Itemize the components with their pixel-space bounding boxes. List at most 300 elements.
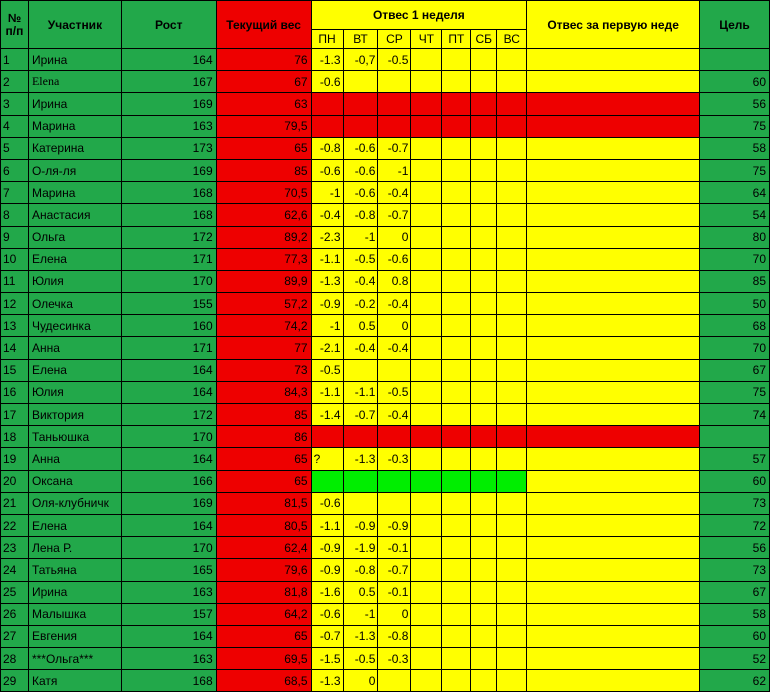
participant-height: 164 (121, 448, 216, 470)
first-week-total (527, 248, 700, 270)
participant-height: 169 (121, 93, 216, 115)
day-value (411, 492, 442, 514)
day-value (411, 404, 442, 426)
day-value (343, 359, 378, 381)
day-value (497, 315, 527, 337)
current-weight: 79,6 (216, 559, 311, 581)
day-value (471, 470, 497, 492)
first-week-total (527, 648, 700, 670)
day-value (442, 293, 471, 315)
first-week-total (527, 137, 700, 159)
day-value (471, 448, 497, 470)
participant-height: 173 (121, 137, 216, 159)
participant-height: 164 (121, 625, 216, 647)
day-value (497, 270, 527, 292)
day-value (471, 581, 497, 603)
row-number: 19 (1, 448, 29, 470)
day-value (497, 625, 527, 647)
row-number: 24 (1, 559, 29, 581)
day-value: -0.9 (378, 514, 411, 536)
row-number: 3 (1, 93, 29, 115)
day-value (497, 670, 527, 692)
goal-weight: 75 (700, 381, 770, 403)
day-value (411, 248, 442, 270)
day-value: -0.9 (343, 514, 378, 536)
day-value (311, 470, 343, 492)
day-value (411, 648, 442, 670)
day-value (411, 315, 442, 337)
day-value (442, 270, 471, 292)
participant-height: 164 (121, 49, 216, 71)
table-row (1, 514, 770, 536)
header-goal: Цель (700, 1, 770, 49)
day-value (442, 426, 471, 448)
day-value (471, 559, 497, 581)
header-day: ВС (497, 30, 527, 49)
day-value: -0.6 (343, 159, 378, 181)
day-value: -0,7 (343, 49, 378, 71)
participant-name: Оксана (28, 470, 121, 492)
current-weight: 84,3 (216, 381, 311, 403)
first-week-total (527, 359, 700, 381)
day-value (378, 426, 411, 448)
current-weight: 74,2 (216, 315, 311, 337)
participant-height: 172 (121, 404, 216, 426)
day-value (442, 514, 471, 536)
goal-weight: 67 (700, 359, 770, 381)
goal-weight: 68 (700, 315, 770, 337)
goal-weight: 75 (700, 159, 770, 181)
day-value (442, 337, 471, 359)
day-value: -1.3 (343, 448, 378, 470)
day-value: -0.1 (378, 581, 411, 603)
row-number: 6 (1, 159, 29, 181)
day-value: -1.3 (343, 625, 378, 647)
goal-weight: 67 (700, 581, 770, 603)
day-value (471, 404, 497, 426)
day-value: -0.4 (311, 204, 343, 226)
table-row (1, 648, 770, 670)
row-number: 12 (1, 293, 29, 315)
row-number: 17 (1, 404, 29, 426)
day-value (411, 603, 442, 625)
day-value: -1 (311, 182, 343, 204)
table-row (1, 270, 770, 292)
day-value (442, 49, 471, 71)
day-value (442, 448, 471, 470)
day-value: -0.5 (378, 49, 411, 71)
day-value (471, 359, 497, 381)
day-value (471, 315, 497, 337)
day-value: 0.8 (378, 270, 411, 292)
current-weight: 65 (216, 137, 311, 159)
goal-weight: 52 (700, 648, 770, 670)
goal-weight: 74 (700, 404, 770, 426)
participant-name: Юлия (28, 270, 121, 292)
day-value (442, 359, 471, 381)
row-number: 7 (1, 182, 29, 204)
day-value (497, 71, 527, 93)
day-value (411, 448, 442, 470)
participant-height: 168 (121, 204, 216, 226)
day-value: -0.8 (343, 204, 378, 226)
current-weight: 62,4 (216, 537, 311, 559)
participant-name: Катерина (28, 137, 121, 159)
participant-name: Чудесинка (28, 315, 121, 337)
day-value (442, 315, 471, 337)
current-weight: 65 (216, 625, 311, 647)
goal-weight: 80 (700, 226, 770, 248)
day-value (378, 93, 411, 115)
day-value: -0.4 (378, 337, 411, 359)
header-first-week-total: Отвес за первую неде (527, 1, 700, 49)
day-value (442, 115, 471, 137)
day-value (411, 625, 442, 647)
day-value (411, 204, 442, 226)
goal-weight: 70 (700, 248, 770, 270)
current-weight: 86 (216, 426, 311, 448)
participant-height: 168 (121, 670, 216, 692)
first-week-total (527, 581, 700, 603)
first-week-total (527, 404, 700, 426)
day-value (411, 137, 442, 159)
day-value: -0.5 (343, 248, 378, 270)
day-value (442, 559, 471, 581)
goal-weight: 73 (700, 559, 770, 581)
day-value (471, 293, 497, 315)
day-value: -0.6 (343, 182, 378, 204)
day-value: -0.7 (378, 137, 411, 159)
table-row (1, 226, 770, 248)
table-row (1, 404, 770, 426)
goal-weight: 75 (700, 115, 770, 137)
row-number: 5 (1, 137, 29, 159)
current-weight: 65 (216, 448, 311, 470)
day-value (343, 470, 378, 492)
day-value: -0.4 (378, 293, 411, 315)
day-value (411, 426, 442, 448)
header-current-weight: Текущий вес (216, 1, 311, 49)
day-value: 0 (378, 226, 411, 248)
participant-height: 166 (121, 470, 216, 492)
day-value (442, 204, 471, 226)
day-value (311, 426, 343, 448)
day-value (411, 115, 442, 137)
day-value (471, 226, 497, 248)
row-number: 23 (1, 537, 29, 559)
first-week-total (527, 670, 700, 692)
table-row (1, 182, 770, 204)
day-value (442, 137, 471, 159)
day-value (497, 182, 527, 204)
day-value: -1.9 (343, 537, 378, 559)
participant-height: 163 (121, 115, 216, 137)
goal-weight: 54 (700, 204, 770, 226)
day-value (471, 49, 497, 71)
first-week-total (527, 448, 700, 470)
header-participant: Участник (28, 1, 121, 49)
participant-height: 164 (121, 381, 216, 403)
day-value (411, 670, 442, 692)
day-value (343, 93, 378, 115)
day-value (497, 514, 527, 536)
first-week-total (527, 381, 700, 403)
participant-name: ***Ольга*** (28, 648, 121, 670)
day-value (442, 581, 471, 603)
participant-height: 170 (121, 426, 216, 448)
goal-weight: 73 (700, 492, 770, 514)
day-value (471, 137, 497, 159)
day-value (497, 381, 527, 403)
goal-weight: 58 (700, 603, 770, 625)
participant-name: Марина (28, 182, 121, 204)
header-day: ПН (311, 30, 343, 49)
current-weight: 67 (216, 71, 311, 93)
header-day: СР (378, 30, 411, 49)
table-row (1, 625, 770, 647)
row-number: 10 (1, 248, 29, 270)
day-value (411, 581, 442, 603)
row-number: 13 (1, 315, 29, 337)
table-row (1, 93, 770, 115)
row-number: 16 (1, 381, 29, 403)
first-week-total (527, 182, 700, 204)
day-value (471, 71, 497, 93)
first-week-total (527, 492, 700, 514)
current-weight: 68,5 (216, 670, 311, 692)
day-value (497, 448, 527, 470)
participant-height: 164 (121, 514, 216, 536)
participant-height: 163 (121, 648, 216, 670)
participant-height: 157 (121, 603, 216, 625)
day-value: -0.5 (378, 381, 411, 403)
day-value: -0.4 (343, 337, 378, 359)
participant-name: Виктория (28, 404, 121, 426)
participant-name: Ольга (28, 226, 121, 248)
table-row (1, 115, 770, 137)
first-week-total (527, 226, 700, 248)
day-value (411, 514, 442, 536)
day-value: -0.9 (311, 537, 343, 559)
day-value: -2.3 (311, 226, 343, 248)
goal-weight: 56 (700, 93, 770, 115)
day-value (442, 248, 471, 270)
current-weight: 76 (216, 49, 311, 71)
day-value (471, 648, 497, 670)
day-value: -1.3 (311, 270, 343, 292)
table-row (1, 359, 770, 381)
day-value (471, 93, 497, 115)
day-value (411, 226, 442, 248)
day-value (442, 226, 471, 248)
current-weight: 69,5 (216, 648, 311, 670)
row-number: 22 (1, 514, 29, 536)
goal-weight: 60 (700, 470, 770, 492)
day-value: 0 (378, 315, 411, 337)
table-row (1, 204, 770, 226)
participant-name: Катя (28, 670, 121, 692)
day-value: -0.3 (378, 648, 411, 670)
current-weight: 57,2 (216, 293, 311, 315)
day-value (411, 270, 442, 292)
day-value (497, 470, 527, 492)
day-value: -0.6 (311, 603, 343, 625)
goal-weight: 62 (700, 670, 770, 692)
header-day: ВТ (343, 30, 378, 49)
table-row (1, 603, 770, 625)
row-number: 25 (1, 581, 29, 603)
day-value (471, 270, 497, 292)
day-value (343, 492, 378, 514)
current-weight: 73 (216, 359, 311, 381)
current-weight: 64,2 (216, 603, 311, 625)
row-number: 18 (1, 426, 29, 448)
day-value: 0 (378, 603, 411, 625)
day-value (497, 404, 527, 426)
day-value (497, 603, 527, 625)
day-value: -0.8 (343, 559, 378, 581)
row-number: 28 (1, 648, 29, 670)
row-number: 4 (1, 115, 29, 137)
day-value: -0.8 (311, 137, 343, 159)
table-row (1, 537, 770, 559)
participant-height: 155 (121, 293, 216, 315)
current-weight: 65 (216, 470, 311, 492)
day-value (442, 381, 471, 403)
day-value (442, 537, 471, 559)
current-weight: 79,5 (216, 115, 311, 137)
day-value: -1 (343, 603, 378, 625)
participant-name: Таньюшка (28, 426, 121, 448)
current-weight: 80,5 (216, 514, 311, 536)
day-value (442, 93, 471, 115)
day-value (497, 137, 527, 159)
participant-name: Олечка (28, 293, 121, 315)
participant-name: Марина (28, 115, 121, 137)
participant-height: 160 (121, 315, 216, 337)
day-value (471, 381, 497, 403)
header-day: СБ (471, 30, 497, 49)
table-row (1, 49, 770, 71)
day-value: -2.1 (311, 337, 343, 359)
first-week-total (527, 625, 700, 647)
header-height: Рост (121, 1, 216, 49)
day-value (471, 670, 497, 692)
participant-name: Оля-клубничк (28, 492, 121, 514)
participant-height: 172 (121, 226, 216, 248)
participant-name: Ирина (28, 581, 121, 603)
day-value (411, 159, 442, 181)
header-day: ЧТ (411, 30, 442, 49)
participant-height: 169 (121, 159, 216, 181)
row-number: 27 (1, 625, 29, 647)
row-number: 29 (1, 670, 29, 692)
table-row (1, 426, 770, 448)
day-value (442, 625, 471, 647)
header-number: № п/п (1, 1, 29, 49)
day-value: 0 (343, 670, 378, 692)
day-value: 0.5 (343, 581, 378, 603)
day-value: -0.9 (311, 559, 343, 581)
day-value (471, 115, 497, 137)
first-week-total (527, 49, 700, 71)
day-value (497, 648, 527, 670)
day-value (471, 204, 497, 226)
day-value: -0.6 (311, 159, 343, 181)
participant-name: О-ля-ля (28, 159, 121, 181)
participant-height: 171 (121, 248, 216, 270)
first-week-total (527, 93, 700, 115)
row-number: 26 (1, 603, 29, 625)
goal-weight: 72 (700, 514, 770, 536)
participant-name: Анна (28, 337, 121, 359)
participant-name: Татьяна (28, 559, 121, 581)
day-value (411, 49, 442, 71)
table-row (1, 492, 770, 514)
day-value (497, 159, 527, 181)
day-value: -0.7 (378, 559, 411, 581)
day-value (411, 381, 442, 403)
day-value (378, 115, 411, 137)
day-value: -0.1 (378, 537, 411, 559)
first-week-total (527, 159, 700, 181)
day-value (497, 581, 527, 603)
day-value: -1.4 (311, 404, 343, 426)
day-value (471, 426, 497, 448)
first-week-total (527, 204, 700, 226)
day-value (497, 204, 527, 226)
day-value (411, 559, 442, 581)
first-week-total (527, 426, 700, 448)
day-value (378, 670, 411, 692)
first-week-total (527, 115, 700, 137)
first-week-total (527, 537, 700, 559)
day-value: -1 (343, 226, 378, 248)
day-value (411, 182, 442, 204)
participant-name: Евгения (28, 625, 121, 647)
day-value: -0.7 (378, 204, 411, 226)
day-value: ? (311, 448, 343, 470)
current-weight: 89,9 (216, 270, 311, 292)
day-value: -0.4 (343, 270, 378, 292)
day-value: -0.6 (378, 248, 411, 270)
participant-height: 168 (121, 182, 216, 204)
day-value (471, 159, 497, 181)
day-value (471, 492, 497, 514)
day-value (378, 71, 411, 93)
participant-height: 170 (121, 537, 216, 559)
day-value (378, 470, 411, 492)
current-weight: 85 (216, 159, 311, 181)
table-row (1, 448, 770, 470)
goal-weight: 64 (700, 182, 770, 204)
goal-weight: 58 (700, 137, 770, 159)
first-week-total (527, 603, 700, 625)
current-weight: 81,8 (216, 581, 311, 603)
first-week-total (527, 470, 700, 492)
day-value (311, 115, 343, 137)
goal-weight: 60 (700, 625, 770, 647)
participant-name: Ирина (28, 93, 121, 115)
day-value (497, 359, 527, 381)
table-row (1, 670, 770, 692)
day-value (471, 625, 497, 647)
participant-height: 167 (121, 71, 216, 93)
current-weight: 70,5 (216, 182, 311, 204)
day-value: -0.6 (343, 137, 378, 159)
participant-name: Анна (28, 448, 121, 470)
day-value (497, 492, 527, 514)
